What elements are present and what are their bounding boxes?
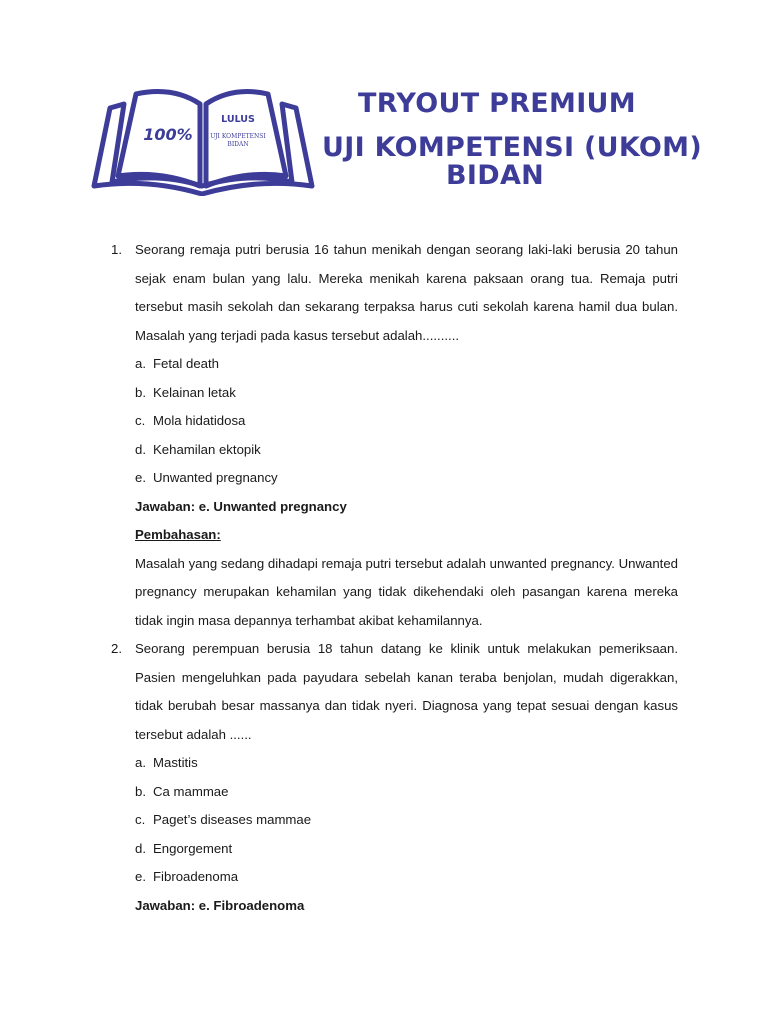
- page-header: [0, 0, 768, 215]
- option-e: e. Fibroadenoma: [135, 869, 239, 884]
- logo-lulus: LULUS: [221, 114, 255, 125]
- option-b: b. Ca mammae: [135, 783, 229, 799]
- logo-sub2: BIDAN: [227, 141, 249, 148]
- option-d: d. Engorgement: [135, 840, 233, 856]
- book-logo: [88, 86, 318, 196]
- discussion-label: Pembahasan:: [135, 527, 221, 542]
- question-number: 2.: [111, 641, 122, 656]
- question-number: 1.: [111, 242, 122, 257]
- question-text: Seorang perempuan berusia 18 tahun datang ke klinik untuk melakukan pemeriksaan. Pasien mengeluhkan pada payudara sebelah kanan teraba benjolan, mudah digerakkan, tidak berubah besar massanya dan tidak nyeri. Diagnosa yang tepat sesuai dengan kasus tersebut adalah ......: [135, 641, 678, 742]
- option-c: c. Mola hidatidosa: [135, 413, 246, 428]
- logo-sub1: UJI KOMPETENSI: [210, 133, 266, 140]
- option-a: a. Fetal death: [135, 356, 219, 371]
- option-e: e. Unwanted pregnancy: [135, 470, 278, 485]
- question-1: [0, 236, 768, 635]
- logo-percent: 100%: [143, 125, 193, 144]
- question-2: [0, 635, 768, 920]
- title-line-2: UJI KOMPETENSI (UKOM): [322, 132, 702, 163]
- option-c: c. Paget’s diseases mammae: [135, 812, 312, 827]
- title-line-3: BIDAN: [446, 160, 545, 191]
- option-b: b. Kelainan letak: [135, 384, 236, 400]
- discussion-text: Masalah yang sedang dihadapi remaja putri tersebut adalah unwanted pregnancy. Unwanted pregnancy merupakan kehamilan yang tidak dikehendaki oleh pasangan karena mereka tidak ingin masa depannya terhambat akibat kehamilannya.: [135, 555, 678, 628]
- title-line-1: TRYOUT PREMIUM: [358, 88, 636, 119]
- answer-text: Jawaban: e. Fibroadenoma: [135, 897, 305, 913]
- option-a: a. Mastitis: [135, 755, 198, 770]
- question-list: [0, 236, 768, 920]
- question-text: Seorang remaja putri berusia 16 tahun menikah dengan seorang laki-laki berusia 20 tahun sejak enam bulan yang lalu. Mereka menikah karena paksaan orang tua. Remaja putri tersebut masih sekolah dan sekarang terpaksa harus cuti sekolah karena hamil dua bulan. Masalah yang terjadi pada kasus tersebut adalah..........: [135, 242, 678, 343]
- option-d: d. Kehamilan ektopik: [135, 441, 261, 457]
- open-book-icon: [88, 86, 318, 196]
- answer-text: Jawaban: e. Unwanted pregnancy: [135, 498, 347, 514]
